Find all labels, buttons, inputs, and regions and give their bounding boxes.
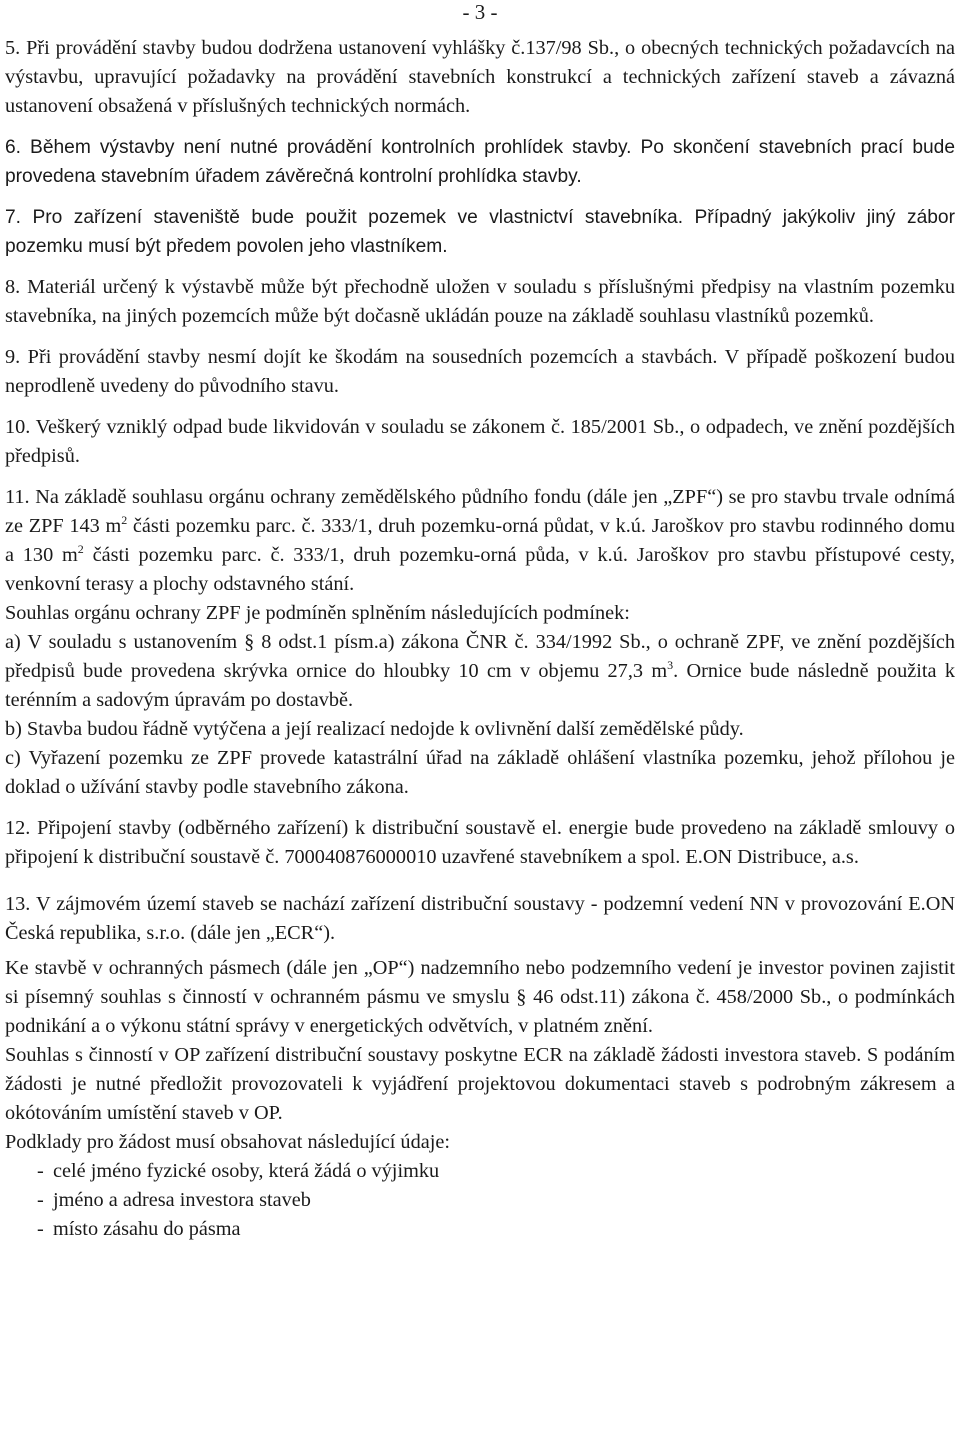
condition-c: c) Vyřazení pozemku ze ZPF provede katastrální úřad na základě ohlášení vlastníka pozemku, jehož přílohou je doklad o užívání stavby podle stavebního zákona. [5, 747, 955, 798]
paragraph-12: 12. Připojení stavby (odběrného zařízení) k distribuční soustavě el. energie bude provedeno na základě smlouvy o připojení k distribuční soustavě č. 700040876000010 uzavřené stavebníkem a spol. E.ON Distribuce, a.s. [5, 817, 955, 868]
paragraph-11 [5, 483, 955, 599]
list-item [5, 1186, 955, 1215]
paragraph-11-part-c: části pozemku parc. č. 333/1, druh pozemku-orná půda, v k.ú. Jaroškov pro stavbu přístupové cesty, venkovní terasy a plochy odstavného stání. [5, 544, 956, 595]
superscript: 2 [77, 542, 84, 556]
list-item-text: celé jméno fyzické osoby, která žádá o výjimku [53, 1160, 440, 1182]
superscript: 2 [121, 513, 128, 527]
paragraph-11-conditions: Souhlas orgánu ochrany ZPF je podmíněn splněním následujících podmínek: [5, 602, 630, 624]
superscript: 3 [667, 658, 674, 672]
list-item-text: jméno a adresa investora staveb [53, 1189, 311, 1211]
list-marker: - [37, 1189, 44, 1211]
requirements-list [5, 1157, 955, 1244]
paragraph-5: 5. Při provádění stavby budou dodržena ustanovení vyhlášky č.137/98 Sb., o obecných technických požadavcích na výstavbu, upravující požadavky na provádění stavebních konstrukcí a technických zařízení staveb a závazná ustanovení obsažená v příslušných technických normách. [5, 37, 955, 117]
paragraph-11-part-b: části pozemku parc. č. 333/1, druh pozemku-orná půdat, v k.ú. Jaroškov pro stavbu rodinného domu a 130 m [5, 515, 955, 566]
condition-a-part-b: . Ornice bude následně použita k terénním a sadovým úpravám po dostavbě. [5, 660, 955, 711]
paragraph-13-podklady: Podklady pro žádost musí obsahovat následující údaje: [5, 1131, 450, 1153]
page-number: - 3 - [462, 0, 498, 24]
paragraph-10: 10. Veškerý vzniklý odpad bude likvidován v souladu se zákonem č. 185/2001 Sb., o odpadech, ve znění pozdějších předpisů. [5, 416, 955, 467]
paragraph-13: 13. V zájmovém území staveb se nachází zařízení distribuční soustavy - podzemní vedení NN v provozování E.ON Česká republika, s.r.o. (dále jen „ECR“). [5, 893, 955, 944]
list-item [5, 1215, 955, 1244]
list-marker: - [37, 1218, 44, 1240]
list-marker: - [37, 1160, 44, 1182]
condition-a [5, 628, 955, 715]
paragraph-11-part-a: 11. Na základě souhlasu orgánu ochrany zemědělského půdního fondu (dále jen „ZPF“) se pro stavbu trvale odnímá ze ZPF 143 m [5, 486, 955, 537]
condition-a-part-a: a) V souladu s ustanovením § 8 odst.1 písm.a) zákona ČNR č. 334/1992 Sb., o ochraně ZPF, ve znění pozdějších předpisů bude provedena skrývka ornice do hloubky 10 cm v objemu 27,3 m [5, 631, 955, 682]
list-item [5, 1157, 955, 1186]
condition-b: b) Stavba budou řádně vytýčena a její realizací nedojde k ovlivnění další zemědělské půdy. [5, 718, 744, 740]
paragraph-8: 8. Materiál určený k výstavbě může být přechodně uložen v souladu s příslušnými předpisy na vlastním pozemku stavebníka, na jiných pozemcích může být dočasně ukládán pouze na základě souhlasu vlastníků pozemků. [5, 276, 955, 327]
paragraph-13-op: Ke stavbě v ochranných pásmech (dále jen „OP“) nadzemního nebo podzemního vedení je investor povinen zajistit si písemný souhlas s činností v ochranném pásmu ve smyslu § 46 odst.11) zákona č. 458/2000 Sb., o podmínkách podnikání a o výkonu státní správy v energetických odvětvích, v platném znění. [5, 957, 955, 1037]
paragraph-13-souhlas: Souhlas s činností v OP zařízení distribuční soustavy poskytne ECR na základě žádosti investora staveb. S podáním žádosti je nutné předložit provozovateli k vyjádření projektovou dokumentaci staveb s podrobným zákresem a okótováním umístění staveb v OP. [5, 1044, 955, 1124]
list-item-text: místo zásahu do pásma [53, 1218, 241, 1240]
paragraph-7: 7. Pro zařízení staveniště bude použit pozemek ve vlastnictví stavebníka. Případný jakýkoliv jiný zábor pozemku musí být předem povolen jeho vlastníkem. [5, 207, 955, 257]
paragraph-6: 6. Během výstavby není nutné provádění kontrolních prohlídek stavby. Po skončení stavebních prací bude provedena stavebním úřadem závěrečná kontrolní prohlídka stavby. [5, 137, 955, 187]
document-page [5, 0, 955, 1244]
paragraph-9: 9. Při provádění stavby nesmí dojít ke škodám na sousedních pozemcích a stavbách. V případě poškození budou neprodleně uvedeny do původního stavu. [5, 346, 955, 397]
